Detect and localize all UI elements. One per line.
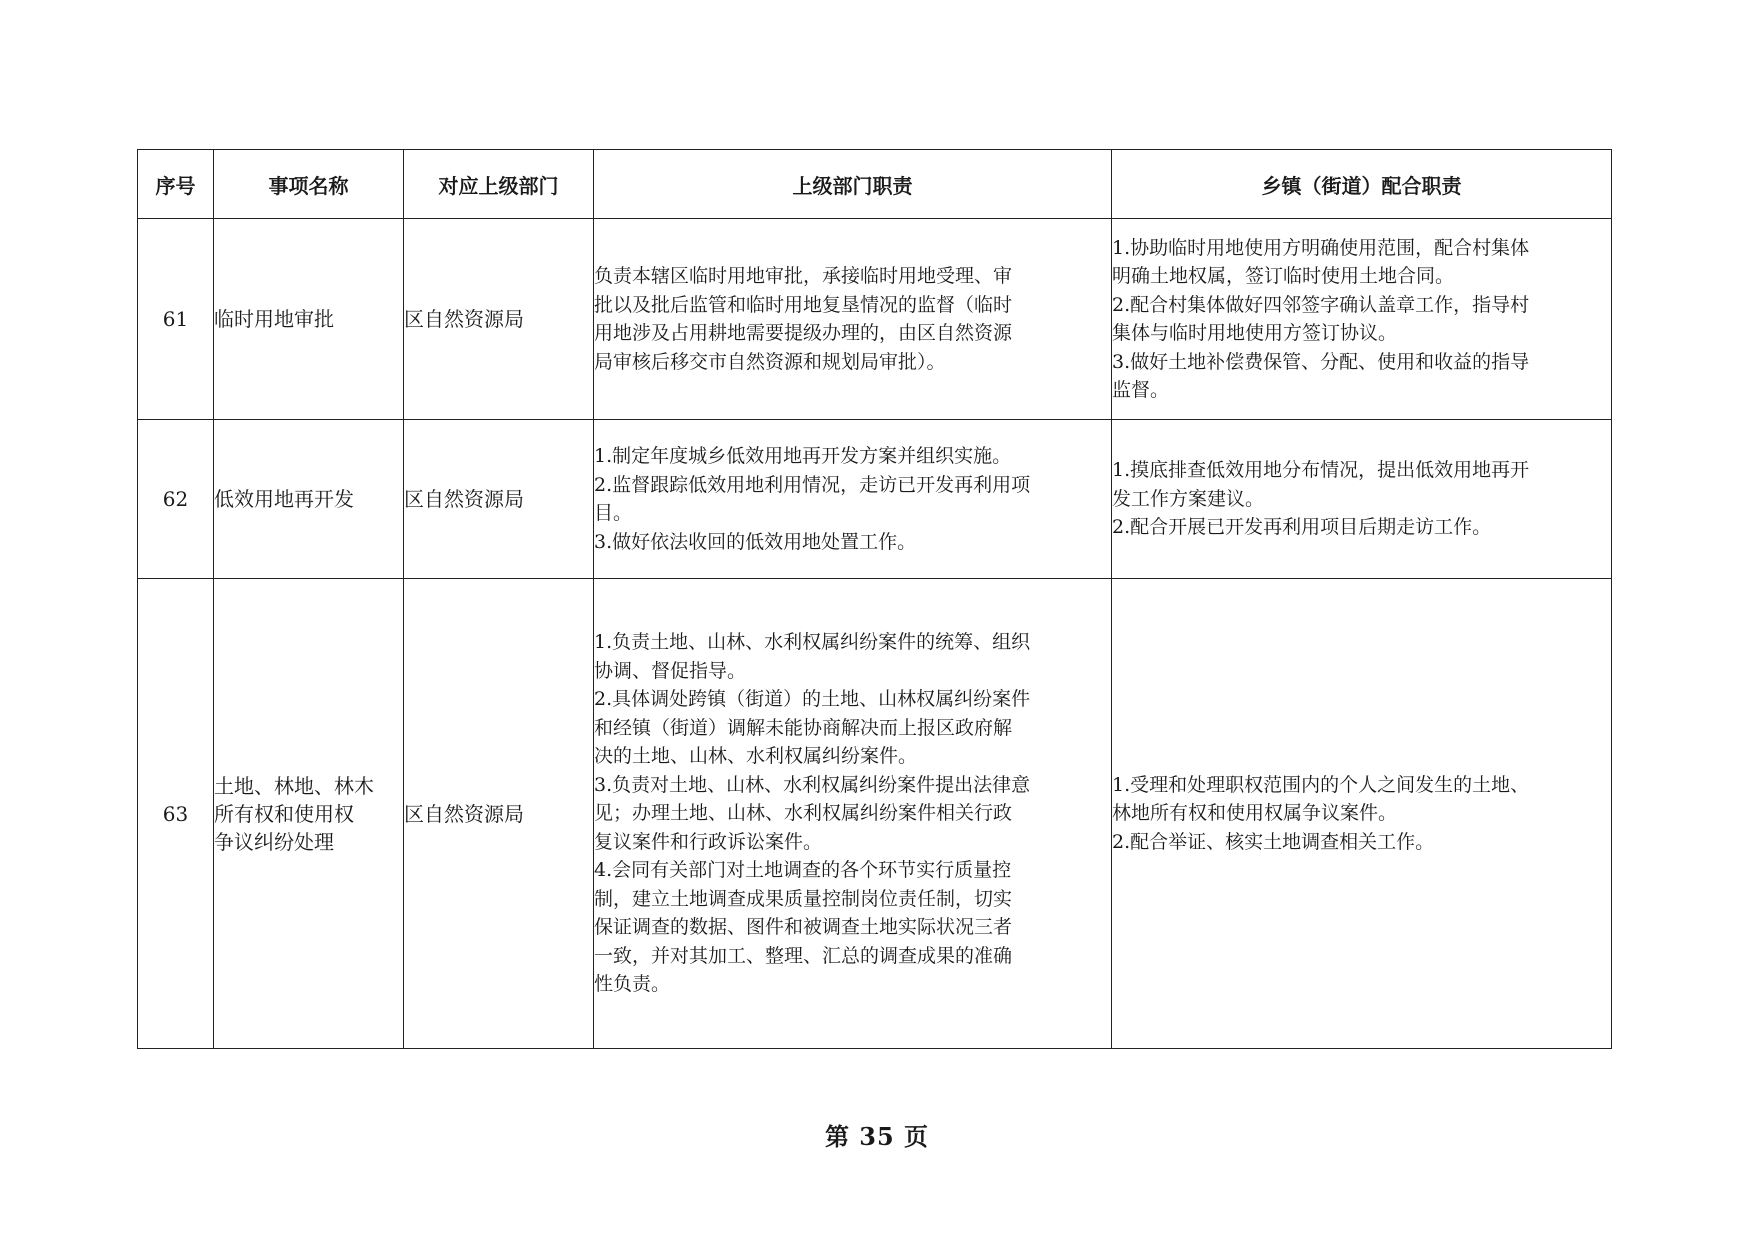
duty-line: 用地涉及占用耕地需要提级办理的，由区自然资源: [594, 322, 1013, 344]
item-name-line: 土地、林地、林木: [214, 773, 374, 798]
department: 区自然资源局: [404, 579, 594, 1049]
header-dept: 对应上级部门: [404, 150, 594, 219]
town-duty: [1112, 219, 1612, 420]
duty-line: 监督。: [1112, 379, 1170, 401]
duty-line: 4.会同有关部门对土地调查的各个环节实行质量控: [594, 859, 1012, 882]
duty-line: 负责本辖区临时用地审批，承接临时用地受理、审: [594, 265, 1013, 287]
item-name-line: 争议纠纷处理: [214, 829, 334, 854]
table-header-row: [138, 150, 1612, 219]
table-row: [138, 420, 1612, 579]
duty-line: 1.协助临时用地使用方明确使用范围，配合村集体: [1112, 236, 1530, 259]
duty-line: 性负责。: [594, 973, 671, 996]
row-number: 63: [138, 579, 214, 1049]
header-upper-duty: 上级部门职责: [594, 150, 1112, 219]
duty-line: 决的土地、山林、水利权属纠纷案件。: [594, 745, 918, 768]
upper-duty: [594, 219, 1112, 420]
row-number: 61: [138, 219, 214, 420]
item-name: 临时用地审批: [214, 219, 404, 420]
duty-line: 2.配合举证、核实土地调查相关工作。: [1112, 830, 1435, 853]
duty-line: 明确土地权属，签订临时使用土地合同。: [1112, 265, 1455, 287]
table-row: [138, 219, 1612, 420]
duty-line: 集体与临时用地使用方签订协议。: [1112, 322, 1398, 344]
duty-line: 见；办理土地、山林、水利权属纠纷案件相关行政: [594, 802, 1013, 825]
duty-line: 批以及批后监管和临时用地复垦情况的监督（临时: [594, 293, 1013, 316]
header-no: 序号: [138, 150, 214, 219]
header-name: 事项名称: [214, 150, 404, 219]
page-number: 第 35 页: [824, 1122, 930, 1151]
town-duty: [1112, 579, 1612, 1049]
duty-line: 3.负责对土地、山林、水利权属纠纷案件提出法律意: [594, 773, 1031, 796]
duty-line: 2.监督跟踪低效用地利用情况，走访已开发再利用项: [594, 473, 1031, 496]
duty-line: 2.配合村集体做好四邻签字确认盖章工作，指导村: [1112, 293, 1530, 316]
duty-line: 局审核后移交市自然资源和规划局审批）。: [594, 350, 946, 373]
row-number: 62: [138, 420, 214, 579]
duty-line: 和经镇（街道）调解未能协商解决而上报区政府解: [594, 716, 1013, 739]
duty-line: 保证调查的数据、图件和被调查土地实际状况三者: [594, 916, 1013, 939]
duty-line: 1.受理和处理职权范围内的个人之间发生的土地、: [1112, 773, 1530, 796]
duty-line: 1.负责土地、山林、水利权属纠纷案件的统筹、组织: [594, 631, 1031, 654]
item-name-line: 所有权和使用权: [214, 801, 354, 826]
header-town-duty: 乡镇（街道）配合职责: [1112, 150, 1612, 219]
duty-line: 1.制定年度城乡低效用地再开发方案并组织实施。: [594, 445, 1012, 467]
town-duty: [1112, 420, 1612, 579]
duty-line: 1.摸底排查低效用地分布情况，提出低效用地再开: [1112, 459, 1530, 482]
duty-line: 复议案件和行政诉讼案件。: [594, 830, 823, 853]
upper-duty: [594, 579, 1112, 1049]
duty-line: 制，建立土地调查成果质量控制岗位责任制，切实: [594, 887, 1013, 910]
duty-line: 3.做好土地补偿费保管、分配、使用和收益的指导: [1112, 350, 1530, 373]
duty-line: 一致，并对其加工、整理、汇总的调查成果的准确: [594, 944, 1013, 967]
item-name: 低效用地再开发: [214, 420, 404, 579]
duty-line: 协调、督促指导。: [594, 659, 747, 682]
table-row: [138, 579, 1612, 1049]
department: 区自然资源局: [404, 219, 594, 420]
duty-line: 目。: [594, 502, 633, 524]
duty-line: 2.具体调处跨镇（街道）的土地、山林权属纠纷案件: [594, 688, 1031, 711]
item-name: [214, 579, 404, 1049]
department: 区自然资源局: [404, 420, 594, 579]
duty-line: 3.做好依法收回的低效用地处置工作。: [594, 530, 917, 553]
duty-line: 发工作方案建议。: [1112, 487, 1265, 510]
duty-line: 2.配合开展已开发再利用项目后期走访工作。: [1112, 516, 1492, 539]
duty-line: 林地所有权和使用权属争议案件。: [1112, 802, 1398, 825]
upper-duty: [594, 420, 1112, 579]
duty-table: [137, 149, 1612, 1049]
